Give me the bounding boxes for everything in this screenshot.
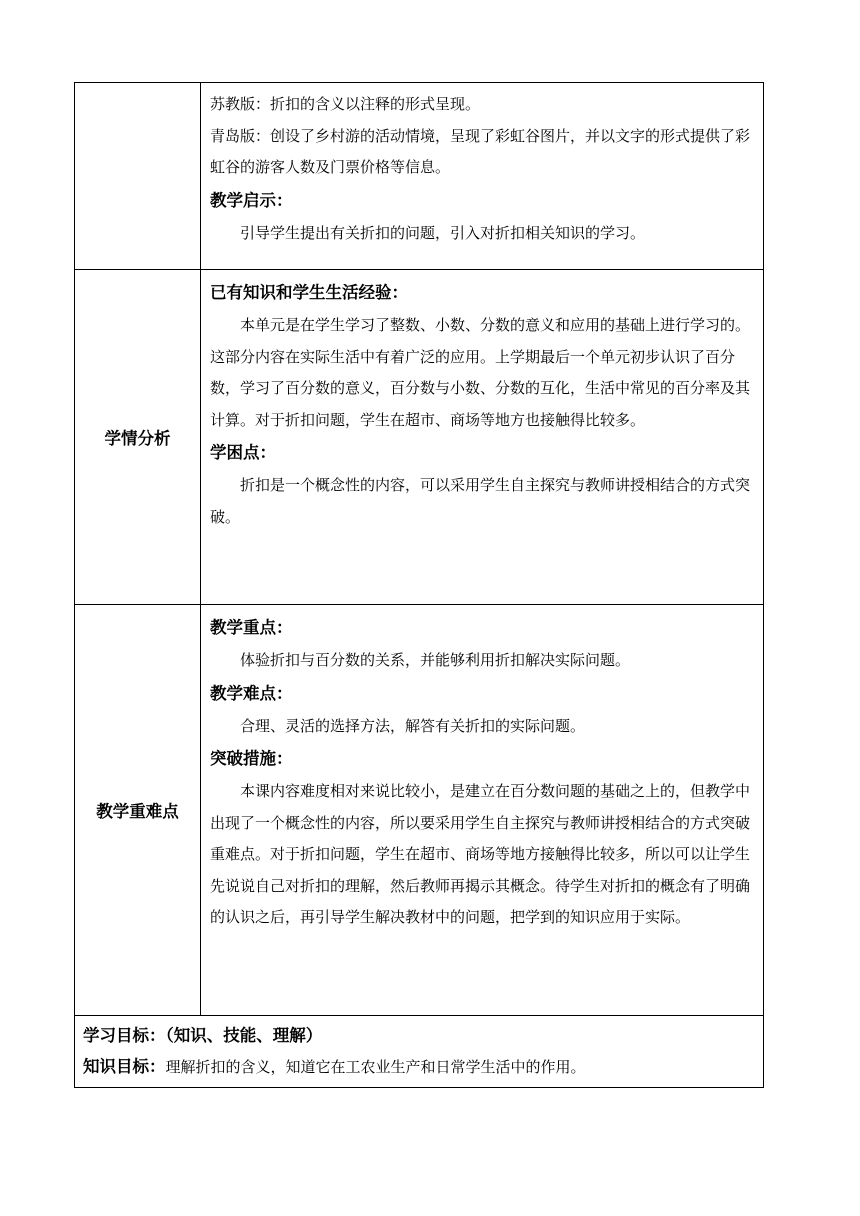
goals-cell bbox=[75, 1016, 764, 1088]
difficulty-heading-2: 教学难点： bbox=[210, 683, 293, 703]
intro-line-2: 青岛版：创设了乡村游的活动情境，呈现了彩虹谷图片，并以文字的形式提供了彩虹谷的游客人数及门票价格等信息。 bbox=[210, 126, 751, 176]
analysis-content-cell bbox=[201, 270, 764, 605]
difficulty-row bbox=[75, 605, 764, 1016]
analysis-heading-2: 学困点： bbox=[210, 443, 276, 462]
knowledge-goal-text: 理解折扣的含义，知道它在工农业生产和日常学生活中的作用。 bbox=[165, 1058, 586, 1076]
goals-row bbox=[75, 1016, 764, 1088]
intro-line-1: 苏教版：折扣的含义以注释的形式呈现。 bbox=[210, 95, 481, 113]
difficulty-content-cell bbox=[201, 605, 764, 1016]
intro-body: 引导学生提出有关折扣的问题，引入对折扣相关知识的学习。 bbox=[240, 223, 646, 242]
difficulty-heading-1: 教学重点： bbox=[210, 618, 293, 637]
difficulty-label-cell: 教学重难点 bbox=[75, 605, 201, 1016]
analysis-label-cell: 学情分析 bbox=[75, 270, 201, 605]
difficulty-body-3: 本课内容难度相对来说比较小，是建立在百分数问题的基础之上的，但教学中出现了一个概念性的内容，所以要采用学生自主探究与教师讲授相结合的方式突破重难点。对于折扣问题，学生在超市、商场等地方接触得比较多，所以可以让学生先说说自己对折扣的理解，然后教师再揭示其概念。待学生对折扣的概念有了明确的认识之后，再引导学生解决教材中的问题，把学到的知识应用于实际。 bbox=[210, 782, 751, 926]
intro-label-cell bbox=[75, 83, 201, 270]
analysis-row bbox=[75, 270, 764, 605]
knowledge-goal-label: 知识目标： bbox=[83, 1057, 166, 1076]
difficulty-heading-3: 突破措施： bbox=[210, 749, 293, 768]
goals-title: 学习目标：（知识、技能、理解） bbox=[83, 1026, 323, 1045]
intro-row bbox=[75, 83, 764, 270]
lesson-plan-table bbox=[74, 82, 764, 1088]
intro-heading: 教学启示： bbox=[210, 190, 293, 210]
knowledge-goal bbox=[83, 1051, 755, 1083]
analysis-body-1: 本单元是在学生学习了整数、小数、分数的意义和应用的基础上进行学习的。这部分内容在实际生活中有着广泛的应用。上学期最后一个单元初步认识了百分数，学习了百分数的意义，百分数与小数、分数的互化，生活中常见的百分率及其计算。对于折扣问题，学生在超市、商场等地方也接触得比较多。 bbox=[210, 316, 751, 429]
analysis-body-2: 折扣是一个概念性的内容，可以采用学生自主探究与教师讲授相结合的方式突破。 bbox=[210, 476, 751, 526]
difficulty-body-1: 体验折扣与百分数的关系，并能够利用折扣解决实际问题。 bbox=[240, 651, 631, 669]
intro-content-cell bbox=[201, 83, 764, 270]
analysis-heading-1: 已有知识和学生生活经验： bbox=[210, 283, 408, 302]
difficulty-body-2: 合理、灵活的选择方法，解答有关折扣的实际问题。 bbox=[240, 716, 586, 735]
